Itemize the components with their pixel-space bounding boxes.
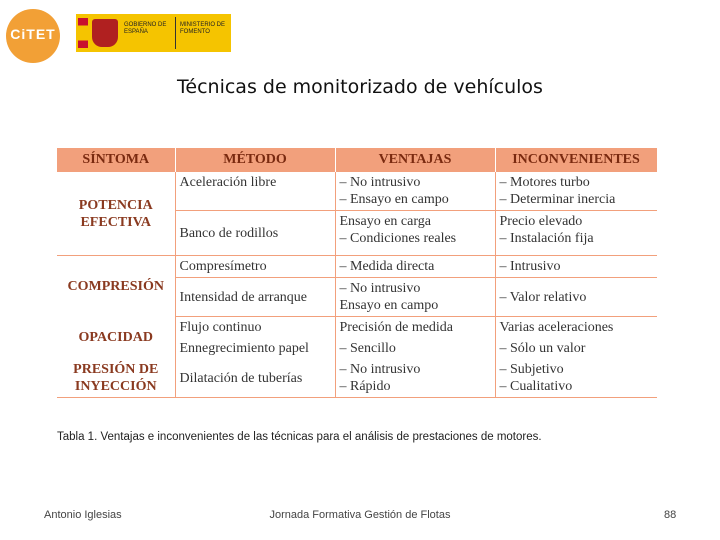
symptom-cell: COMPRESIÓN — [57, 256, 175, 317]
ventaja-item: – Condiciones reales — [339, 231, 457, 246]
ventaja-item: – No intrusivo — [339, 281, 421, 296]
metodo-cell: Dilatación de tuberías — [175, 359, 335, 398]
table-header-row — [57, 148, 657, 172]
header-ventajas: VENTAJAS — [335, 148, 495, 172]
ventaja-item: – Medida directa — [339, 259, 435, 274]
inconvenientes-cell — [495, 338, 657, 359]
ministerio-label: MINISTERIO DE FOMENTO — [180, 22, 226, 35]
metodo-cell: Aceleración libre — [175, 172, 335, 211]
symptom-cell: POTENCIA EFECTIVA — [57, 172, 175, 256]
inconveniente-item: – Subjetivo — [499, 362, 564, 377]
inconveniente-item: – Instalación fija — [499, 231, 594, 246]
page-number: 88 — [664, 509, 677, 521]
table-row — [57, 172, 657, 211]
ministerio-logo — [76, 14, 231, 52]
footer-event: Jornada Formativa Gestión de Flotas — [269, 509, 451, 521]
metodo-cell: Flujo continuo — [175, 317, 335, 339]
inconveniente-item: – Intrusivo — [499, 259, 561, 274]
header-sintoma: SÍNTOMA — [57, 148, 175, 172]
inconveniente-item: Varias aceleraciones — [499, 320, 614, 335]
symptom-cell: PRESIÓN DE INYECCIÓN — [57, 359, 175, 398]
ventaja-item: – Rápido — [339, 379, 391, 394]
inconvenientes-cell — [495, 172, 657, 211]
ventajas-cell — [335, 317, 495, 339]
inconveniente-item: – Motores turbo — [499, 175, 590, 190]
table-row — [57, 317, 657, 339]
ventaja-item: – No intrusivo — [339, 362, 421, 377]
ventaja-item: – No intrusivo — [339, 175, 421, 190]
ventaja-item: Ensayo en carga — [339, 214, 431, 229]
inconveniente-item: – Valor relativo — [499, 289, 587, 305]
ventajas-cell — [335, 359, 495, 398]
table-row — [57, 256, 657, 278]
ventajas-cell — [335, 211, 495, 256]
metodo-cell: Intensidad de arranque — [175, 278, 335, 317]
inconvenientes-cell — [495, 211, 657, 256]
header-metodo: MÉTODO — [175, 148, 335, 172]
inconvenientes-cell — [495, 359, 657, 398]
metodo-cell: Compresímetro — [175, 256, 335, 278]
ventaja-item: – Sencillo — [339, 341, 396, 356]
inconveniente-item: – Cualitativo — [499, 379, 573, 394]
ventaja-item: Precisión de medida — [339, 320, 454, 335]
ventajas-cell — [335, 278, 495, 317]
gobierno-label: GOBIERNO DE ESPAÑA — [124, 22, 167, 35]
symptom-cell: OPACIDAD — [57, 317, 175, 360]
inconvenientes-cell — [495, 256, 657, 278]
table-caption: Tabla 1. Ventajas e inconvenientes de las técnicas para el análisis de prestaciones de motores. — [57, 431, 542, 443]
inconveniente-item: – Determinar inercia — [499, 192, 616, 207]
footer-author: Antonio Iglesias — [44, 509, 122, 521]
inconvenientes-cell — [495, 278, 657, 317]
inconveniente-item: Precio elevado — [499, 214, 583, 229]
techniques-table — [57, 148, 658, 398]
metodo-cell: Ennegrecimiento papel — [175, 338, 335, 359]
ventaja-item: Ensayo en campo — [339, 298, 439, 313]
inconveniente-item: – Sólo un valor — [499, 341, 586, 356]
flag-icon — [78, 18, 88, 48]
ventaja-item: – Ensayo en campo — [339, 192, 449, 207]
inconvenientes-cell — [495, 317, 657, 339]
table-row — [57, 359, 657, 398]
ventajas-cell — [335, 172, 495, 211]
citet-logo-text: CiTET — [10, 26, 56, 42]
ventajas-cell — [335, 338, 495, 359]
coat-of-arms-icon — [92, 19, 118, 47]
logo-divider — [175, 17, 176, 49]
metodo-cell: Banco de rodillos — [175, 211, 335, 256]
header-inconvenientes: INCONVENIENTES — [495, 148, 657, 172]
ventajas-cell — [335, 256, 495, 278]
citet-logo — [6, 9, 62, 63]
slide-title: Técnicas de monitorizado de vehículos — [177, 76, 543, 98]
